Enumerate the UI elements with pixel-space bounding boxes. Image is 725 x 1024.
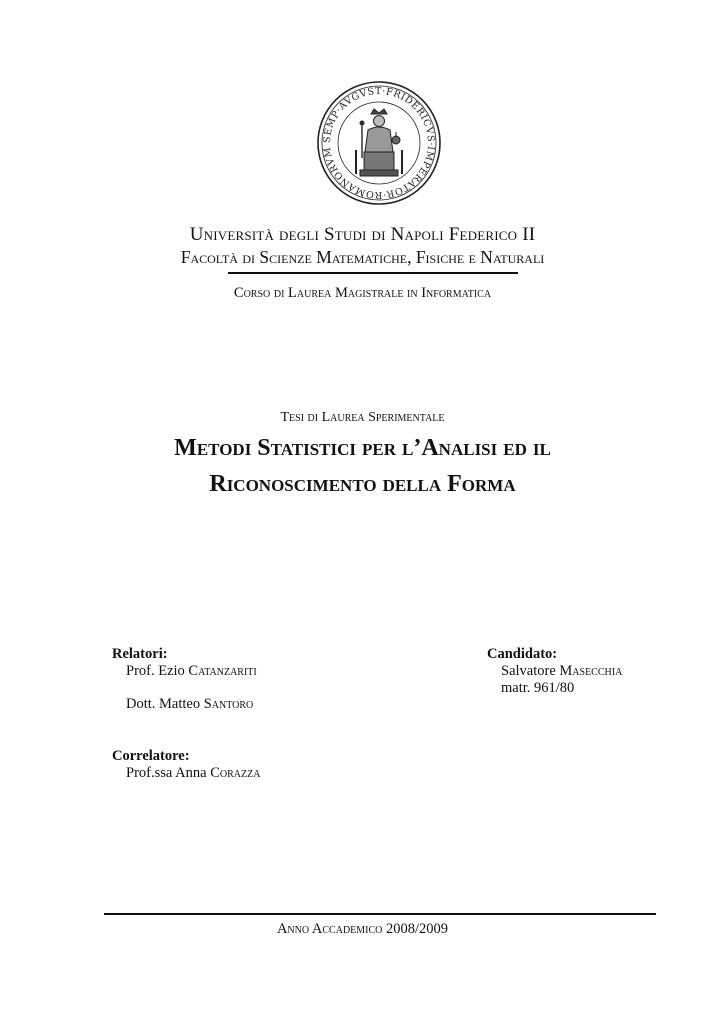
header-divider xyxy=(228,272,518,274)
correlatore-last: Corazza xyxy=(210,765,261,781)
thesis-title-line1: Metodi Statistici per l’Analisi ed il xyxy=(174,435,551,461)
relatore-1-first: Prof. Ezio xyxy=(126,663,185,679)
relatore-1 xyxy=(112,663,257,680)
correlatore-name xyxy=(112,765,260,782)
relatori-label: Relatori: xyxy=(112,646,168,662)
course-name: Corso di Laurea Magistrale in Informatica xyxy=(233,285,492,301)
academic-year: Anno Accademico 2008/2009 xyxy=(276,921,449,937)
relatore-2-last: Santoro xyxy=(203,696,254,712)
candidato-last: Masecchia xyxy=(559,663,623,679)
thesis-title-line2: Riconoscimento della Forma xyxy=(209,471,516,497)
relatore-2 xyxy=(112,696,257,713)
faculty-name: Facoltà di Scienze Matematiche, Fisiche e Naturali xyxy=(180,247,545,267)
candidato-name xyxy=(487,663,622,680)
thesis-type: Tesi di Laurea Sperimentale xyxy=(280,410,445,425)
candidato-first: Salvatore xyxy=(501,663,556,679)
relatore-2-first: Dott. Matteo xyxy=(126,696,201,712)
university-name: Università degli Studi di Napoli Federico II xyxy=(189,224,536,245)
correlatore-label: Correlatore: xyxy=(112,748,190,764)
relatore-1-last: Catanzariti xyxy=(188,663,257,679)
footer-divider xyxy=(104,913,656,915)
candidato-matr: matr. 961/80 xyxy=(501,680,575,696)
correlatore-block xyxy=(112,748,260,782)
candidato-label: Candidato: xyxy=(487,646,558,662)
seal-ring-text: SEMP·AVGVST·FRIDERICVS·IMPERATOR·ROMANORVM xyxy=(321,85,437,201)
relatori-block xyxy=(112,646,257,713)
university-seal-icon xyxy=(316,80,442,206)
correlatore-first: Prof.ssa Anna xyxy=(126,765,207,781)
candidato-block xyxy=(487,646,622,697)
thesis-title xyxy=(0,430,725,502)
